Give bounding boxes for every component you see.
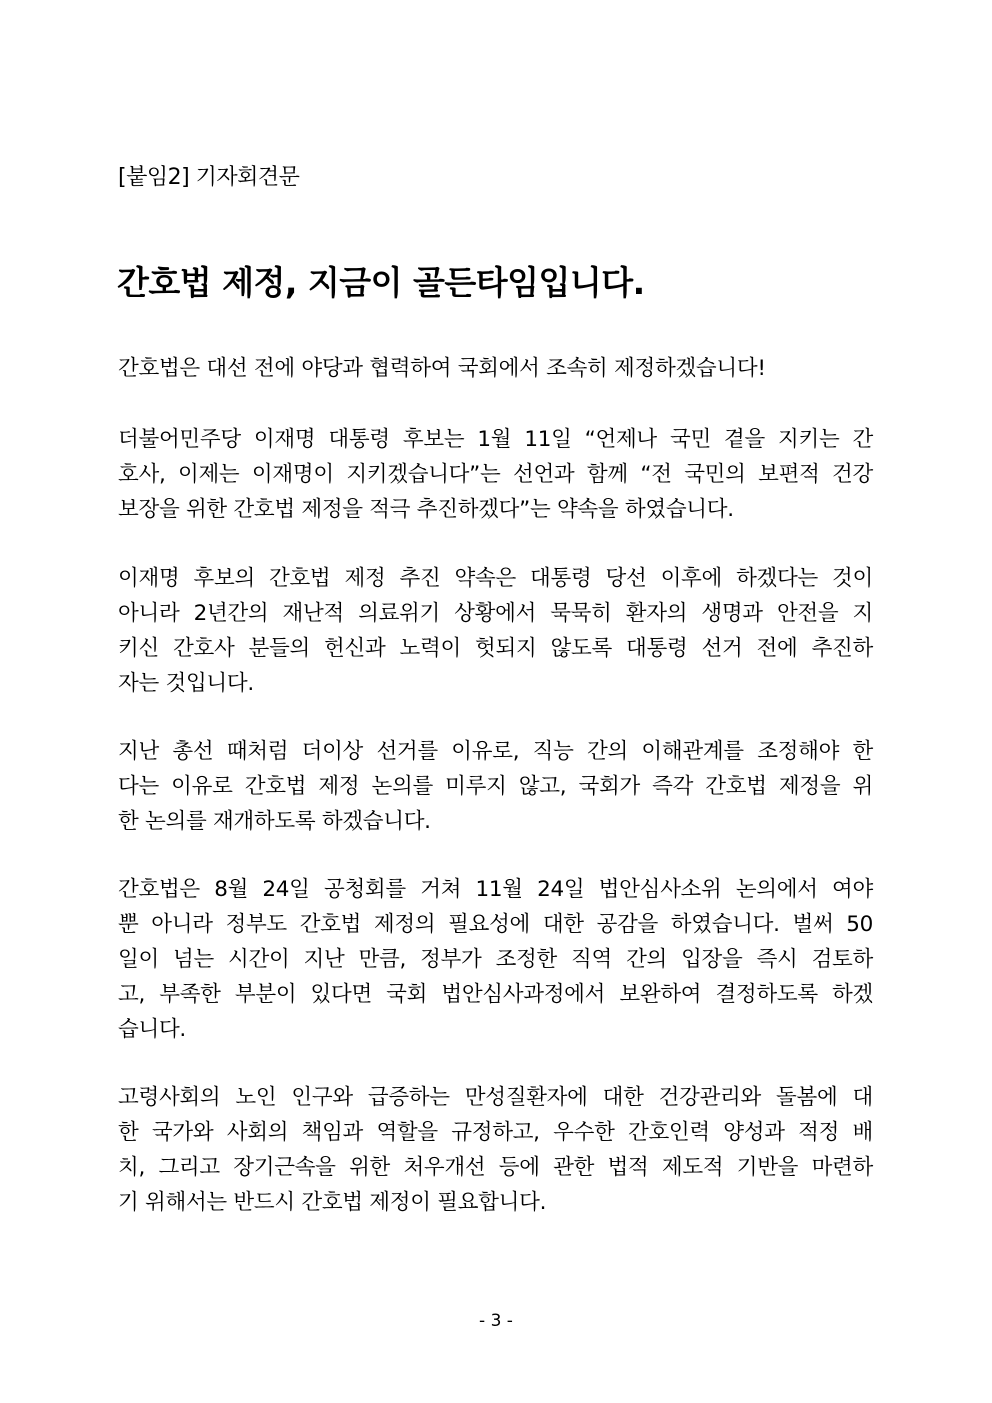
paragraph-6: [118, 1080, 873, 1220]
paragraph-line: 습니다.: [118, 1017, 186, 1042]
paragraph-4: [118, 734, 873, 839]
page-number: - 3 -: [479, 1311, 513, 1331]
paragraph-line: 이재명 후보의 간호법 제정 추진 약속은 대통령 당선 이후에 하겠다는 것이: [118, 566, 873, 591]
paragraph-line: 일이 넘는 시간이 지난 만큼, 정부가 조정한 직역 간의 입장을 즉시 검토하: [118, 947, 873, 972]
paragraph-3: [118, 561, 873, 701]
paragraph-line: 치, 그리고 장기근속을 위한 처우개선 등에 관한 법적 제도적 기반을 마련하: [118, 1155, 873, 1180]
paragraph-line: 보장을 위한 간호법 제정을 적극 추진하겠다”는 약속을 하였습니다.: [118, 497, 734, 522]
paragraph-line: 간호법은 8월 24일 공청회를 거쳐 11월 24일 법안심사소위 논의에서 여야: [118, 877, 873, 902]
paragraph-line: 아니라 2년간의 재난적 의료위기 상황에서 묵묵히 환자의 생명과 안전을 지: [118, 601, 873, 626]
paragraph-line: 뿐 아니라 정부도 간호법 제정의 필요성에 대한 공감을 하였습니다. 벌써 50: [118, 912, 873, 937]
paragraph-line: 한 국가와 사회의 책임과 역할을 규정하고, 우수한 간호인력 양성과 적정 배: [118, 1120, 873, 1145]
paragraph-5: [118, 872, 873, 1047]
paragraph-line: 다는 이유로 간호법 제정 논의를 미루지 않고, 국회가 즉각 간호법 제정을 위: [118, 774, 873, 799]
paragraph-line: 고령사회의 노인 인구와 급증하는 만성질환자에 대한 건강관리와 돌봄에 대: [118, 1085, 873, 1110]
paragraph-line: 기 위해서는 반드시 간호법 제정이 필요합니다.: [118, 1190, 547, 1215]
attachment-label: [붙임2] 기자회견문: [118, 165, 300, 190]
paragraph-line: 지난 총선 때처럼 더이상 선거를 이유로, 직능 간의 이해관계를 조정해야 한: [118, 739, 873, 764]
paragraph-line: 더불어민주당 이재명 대통령 후보는 1월 11일 “언제나 국민 곁을 지키는 간: [118, 427, 873, 452]
paragraph-1: [118, 351, 873, 386]
paragraph-line: 고, 부족한 부분이 있다면 국회 법안심사과정에서 보완하여 결정하도록 하겠: [118, 982, 873, 1007]
paragraph-2: [118, 422, 873, 527]
paragraph-line: 키신 간호사 분들의 헌신과 노력이 헛되지 않도록 대통령 선거 전에 추진하: [118, 636, 873, 661]
paragraph-line: 간호법은 대선 전에 야당과 협력하여 국회에서 조속히 제정하겠습니다!: [118, 356, 766, 381]
paragraph-line: 자는 것입니다.: [118, 671, 254, 696]
paragraph-line: 한 논의를 재개하도록 하겠습니다.: [118, 809, 431, 834]
press-release-headline: 간호법 제정, 지금이 골든타임입니다.: [117, 263, 645, 302]
paragraph-line: 호사, 이제는 이재명이 지키겠습니다”는 선언과 함께 “전 국민의 보편적 건강: [118, 462, 873, 487]
